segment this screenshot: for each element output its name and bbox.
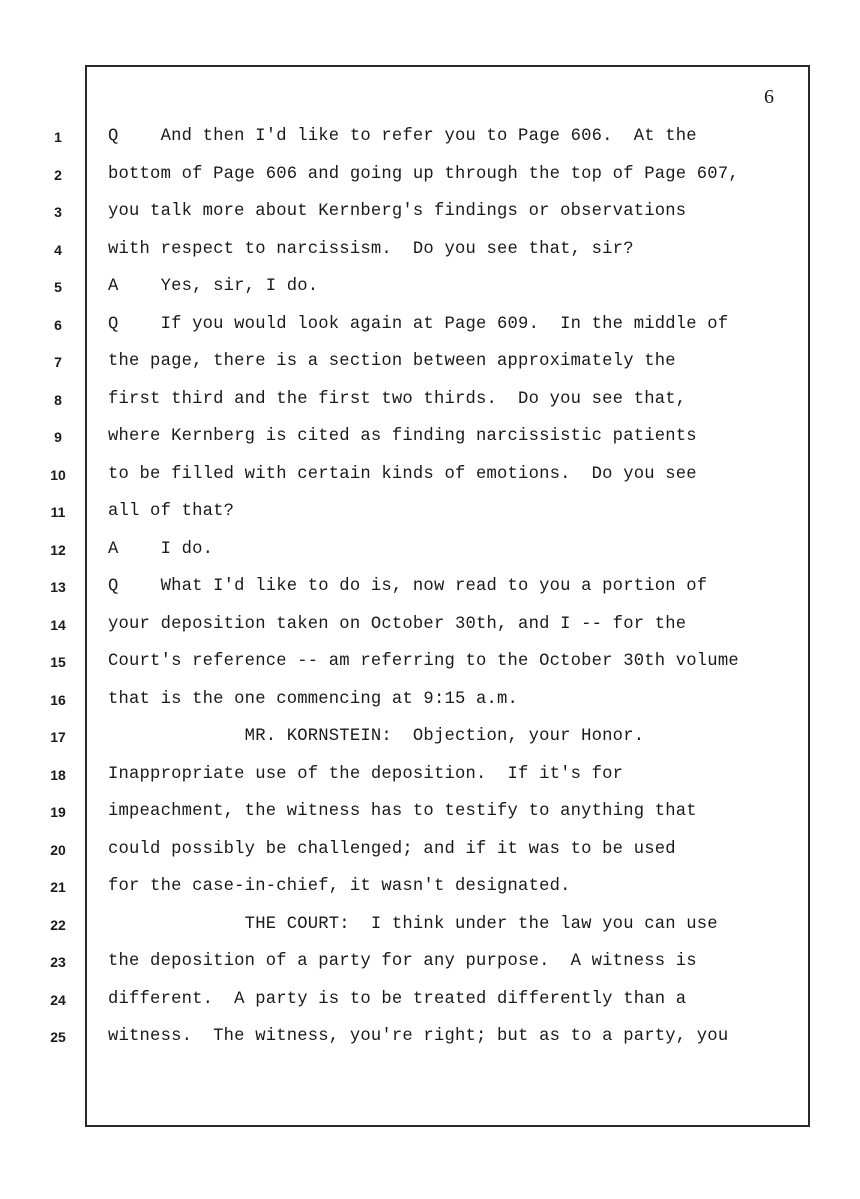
transcript-line: you talk more about Kernberg's findings or observations bbox=[108, 202, 687, 221]
transcript-line: the page, there is a section between approximately the bbox=[108, 352, 676, 371]
line-number: 12 bbox=[50, 541, 66, 558]
transcript-line: Court's reference -- am referring to the October 30th volume bbox=[108, 652, 739, 671]
line-number: 1 bbox=[54, 129, 62, 145]
left-margin-rule bbox=[85, 65, 87, 1127]
transcript-line: A Yes, sir, I do. bbox=[108, 277, 319, 296]
transcript-line: with respect to narcissism. Do you see that, sir? bbox=[108, 239, 634, 259]
transcript-line: your deposition taken on October 30th, and I -- for the bbox=[108, 614, 687, 634]
transcript-line: impeachment, the witness has to testify to anything that bbox=[108, 802, 697, 821]
transcript-line: the deposition of a party for any purpose. A witness is bbox=[108, 952, 697, 971]
line-number: 16 bbox=[50, 691, 66, 708]
line-number: 18 bbox=[50, 766, 66, 783]
line-number-column bbox=[40, 124, 76, 1062]
line-number: 9 bbox=[54, 429, 62, 445]
transcript-line: Inappropriate use of the deposition. If it's for bbox=[108, 764, 624, 784]
line-number: 10 bbox=[50, 466, 66, 483]
line-number: 13 bbox=[50, 579, 66, 595]
line-number: 3 bbox=[54, 204, 62, 220]
line-number: 11 bbox=[50, 504, 66, 520]
transcript-body bbox=[108, 124, 808, 1062]
transcript-line: A I do. bbox=[108, 539, 214, 559]
line-number: 22 bbox=[50, 916, 66, 933]
transcript-line: first third and the first two thirds. Do you see that, bbox=[108, 389, 687, 409]
page-number: 6 bbox=[764, 86, 774, 108]
line-number: 5 bbox=[54, 279, 62, 295]
line-number: 25 bbox=[50, 1029, 66, 1045]
transcript-line: THE COURT: I think under the law you can use bbox=[108, 914, 718, 934]
transcript-line: MR. KORNSTEIN: Objection, your Honor. bbox=[108, 727, 645, 746]
line-number: 23 bbox=[50, 954, 66, 970]
transcript-line: for the case-in-chief, it wasn't designated. bbox=[108, 877, 571, 896]
line-number: 19 bbox=[50, 804, 66, 820]
line-number: 24 bbox=[50, 991, 66, 1008]
transcript-line: where Kernberg is cited as finding narcissistic patients bbox=[108, 427, 697, 446]
line-number: 8 bbox=[54, 391, 62, 408]
transcript-line: Q And then I'd like to refer you to Page 606. At the bbox=[108, 127, 697, 146]
line-number: 14 bbox=[50, 616, 66, 633]
transcript-line: bottom of Page 606 and going up through the top of Page 607, bbox=[108, 164, 739, 184]
line-number: 2 bbox=[54, 166, 62, 183]
transcript-line: could possibly be challenged; and if it was to be used bbox=[108, 839, 676, 859]
transcript-line: to be filled with certain kinds of emotions. Do you see bbox=[108, 464, 697, 484]
line-number: 17 bbox=[50, 729, 66, 745]
line-number: 21 bbox=[50, 879, 66, 895]
line-number: 15 bbox=[50, 654, 66, 670]
transcript-line: witness. The witness, you're right; but as to a party, you bbox=[108, 1027, 729, 1046]
transcript-line: that is the one commencing at 9:15 a.m. bbox=[108, 689, 519, 709]
line-number: 6 bbox=[54, 316, 62, 333]
line-number: 20 bbox=[50, 841, 66, 858]
transcript-line: Q What I'd like to do is, now read to you a portion of bbox=[108, 577, 708, 596]
line-number: 7 bbox=[54, 354, 62, 370]
line-number: 4 bbox=[54, 241, 62, 258]
transcript-line: Q If you would look again at Page 609. In the middle of bbox=[108, 314, 729, 334]
transcript-line: different. A party is to be treated differently than a bbox=[108, 989, 687, 1009]
transcript-line: all of that? bbox=[108, 502, 235, 521]
